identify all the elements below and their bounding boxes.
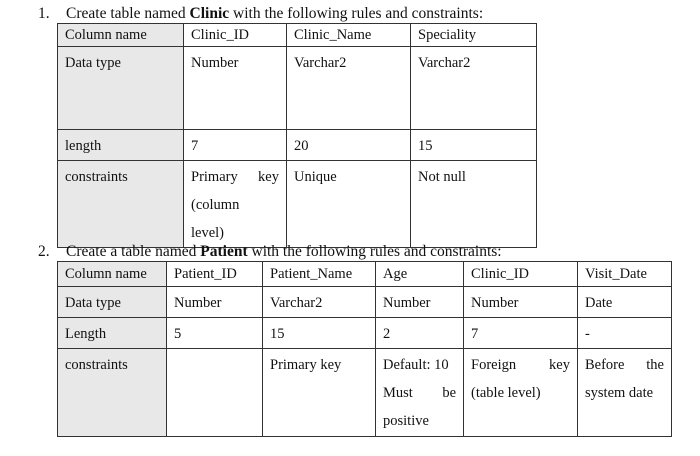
table-cell: Column name <box>58 24 184 47</box>
table-cell: 2 <box>376 318 464 349</box>
section-2-title-prefix: Create a table named <box>66 243 201 260</box>
table-cell: Varchar2 <box>287 47 411 130</box>
cell-line: Must be <box>383 385 456 401</box>
table-cell: Number <box>464 287 578 318</box>
table-cell: - <box>578 318 672 349</box>
table-cell: constraints <box>58 349 167 437</box>
table-cell: Length <box>58 318 167 349</box>
cell-line: (column <box>191 197 240 213</box>
table-cell: Clinic_Name <box>287 24 411 47</box>
table-cell: 15 <box>411 130 537 161</box>
cell-line: (table level) <box>471 385 541 401</box>
table-cell: Patient_Name <box>263 262 376 287</box>
table-cell: Varchar2 <box>411 47 537 130</box>
cell-line: Default: 10 <box>383 357 449 373</box>
table-cell: Data type <box>58 287 167 318</box>
section-2-table-name: Patient <box>200 243 248 260</box>
table-cell: Number <box>376 287 464 318</box>
cell-line: level) <box>191 225 225 241</box>
table-cell: length <box>58 130 184 161</box>
table-cell: Data type <box>58 47 184 130</box>
table-row <box>58 287 672 318</box>
table-cell: 5 <box>167 318 263 349</box>
table-cell: Column name <box>58 262 167 287</box>
table-cell: 7 <box>464 318 578 349</box>
table-cell: 20 <box>287 130 411 161</box>
table-row <box>58 262 672 287</box>
table-row <box>58 130 537 161</box>
cell-line: Before the <box>585 357 664 373</box>
section-1-title-suffix: with the following rules and constraints: <box>229 5 484 22</box>
section-1-title-prefix: Create table named <box>66 5 190 22</box>
table-cell: Unique <box>287 161 411 248</box>
table-row <box>58 24 537 47</box>
table-cell <box>167 349 263 437</box>
table-cell <box>464 349 578 437</box>
table-cell <box>184 161 287 248</box>
table-cell: Visit_Date <box>578 262 672 287</box>
section-2-title-suffix: with the following rules and constraints: <box>247 243 502 260</box>
table-row <box>58 318 672 349</box>
cell-line: positive <box>383 413 429 429</box>
cell-line: Primary key <box>191 169 279 185</box>
clinic-table <box>57 23 537 248</box>
cell-line: system date <box>585 385 654 401</box>
patient-table <box>57 261 672 437</box>
table-cell: 7 <box>184 130 287 161</box>
table-cell: Age <box>376 262 464 287</box>
table-cell <box>578 349 672 437</box>
section-1-table-name: Clinic <box>189 5 230 22</box>
table-cell: Speciality <box>411 24 537 47</box>
table-cell: Number <box>184 47 287 130</box>
table-cell: constraints <box>58 161 184 248</box>
table-cell: Patient_ID <box>167 262 263 287</box>
section-2-number: 2. <box>38 243 50 260</box>
table-cell: Varchar2 <box>263 287 376 318</box>
table-row <box>58 47 537 130</box>
section-2-heading <box>38 243 502 261</box>
table-cell: Not null <box>411 161 537 248</box>
table-cell: Clinic_ID <box>184 24 287 47</box>
table-cell: Number <box>167 287 263 318</box>
table-cell <box>376 349 464 437</box>
section-1-number: 1. <box>38 5 50 22</box>
table-row <box>58 349 672 437</box>
table-cell: Clinic_ID <box>464 262 578 287</box>
table-cell: Primary key <box>263 349 376 437</box>
section-1-heading <box>38 5 483 23</box>
table-cell: Date <box>578 287 672 318</box>
table-row <box>58 161 537 248</box>
cell-line: Foreign key <box>471 357 570 373</box>
table-cell: 15 <box>263 318 376 349</box>
